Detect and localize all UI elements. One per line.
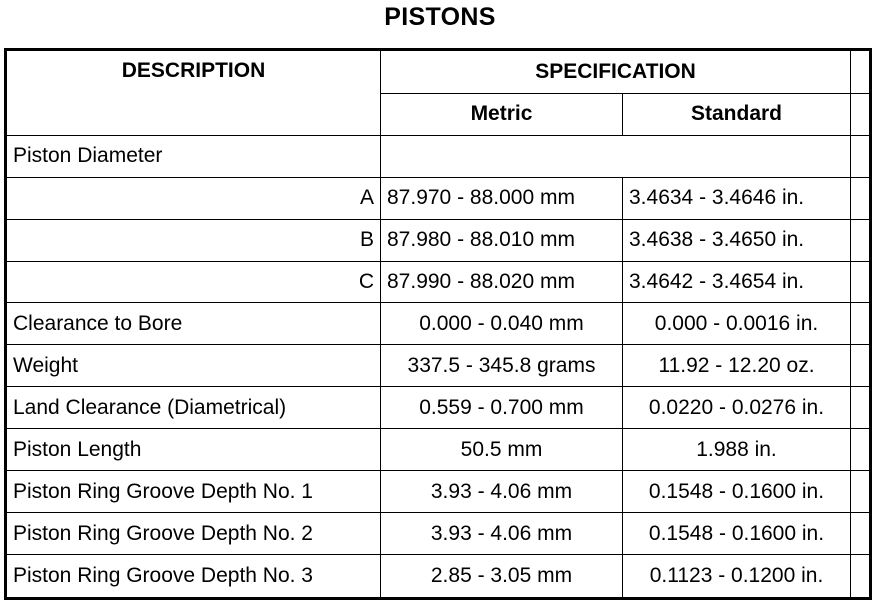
row-description: Piston Ring Groove Depth No. 2 — [6, 513, 381, 555]
row-description: C — [6, 261, 381, 303]
row-standard: 0.1548 - 0.1600 in. — [623, 471, 851, 513]
specification-header: SPECIFICATION — [381, 50, 851, 94]
row-metric: 87.980 - 88.010 mm — [381, 219, 623, 261]
table-row — [6, 219, 871, 261]
metric-header: Metric — [381, 93, 623, 135]
extra-column-cell — [851, 261, 871, 303]
row-description: Piston Ring Groove Depth No. 3 — [6, 555, 381, 599]
extra-column-cell — [851, 93, 871, 135]
table-row — [6, 387, 871, 429]
table-row — [6, 555, 871, 599]
row-description: Piston Diameter — [6, 135, 381, 177]
page-title: PISTONS — [384, 3, 496, 31]
table-row — [6, 513, 871, 555]
row-metric: 337.5 - 345.8 grams — [381, 345, 623, 387]
pistons-spec-table — [4, 48, 872, 600]
table-row — [6, 261, 871, 303]
row-standard: 1.988 in. — [623, 429, 851, 471]
extra-column-cell — [851, 387, 871, 429]
table-row — [6, 135, 871, 177]
row-description: Piston Ring Groove Depth No. 1 — [6, 471, 381, 513]
table-row — [6, 429, 871, 471]
row-description: Piston Length — [6, 429, 381, 471]
table-row — [6, 303, 871, 345]
row-standard: 3.4642 - 3.4654 in. — [623, 261, 851, 303]
row-metric: 2.85 - 3.05 mm — [381, 555, 623, 599]
extra-column-cell — [851, 177, 871, 219]
row-standard: 0.0220 - 0.0276 in. — [623, 387, 851, 429]
row-description: Land Clearance (Diametrical) — [6, 387, 381, 429]
standard-header: Standard — [623, 93, 851, 135]
extra-column-cell — [851, 429, 871, 471]
row-description: Weight — [6, 345, 381, 387]
extra-column-cell — [851, 555, 871, 599]
extra-column-cell — [851, 219, 871, 261]
extra-column-cell — [851, 471, 871, 513]
extra-column-cell — [851, 50, 871, 94]
row-metric: 0.000 - 0.040 mm — [381, 303, 623, 345]
row-metric: 87.990 - 88.020 mm — [381, 261, 623, 303]
row-metric: 3.93 - 4.06 mm — [381, 513, 623, 555]
row-standard: 0.1548 - 0.1600 in. — [623, 513, 851, 555]
row-description: Clearance to Bore — [6, 303, 381, 345]
header-row-1 — [6, 50, 871, 94]
row-standard: 11.92 - 12.20 oz. — [623, 345, 851, 387]
row-metric: 0.559 - 0.700 mm — [381, 387, 623, 429]
row-standard: 3.4638 - 3.4650 in. — [623, 219, 851, 261]
table-row — [6, 471, 871, 513]
description-header: DESCRIPTION — [6, 50, 381, 136]
row-description: A — [6, 177, 381, 219]
row-standard: 3.4634 - 3.4646 in. — [623, 177, 851, 219]
row-metric: 3.93 - 4.06 mm — [381, 471, 623, 513]
extra-column-cell — [851, 513, 871, 555]
extra-column-cell — [851, 303, 871, 345]
extra-column-cell — [851, 345, 871, 387]
row-description: B — [6, 219, 381, 261]
row-standard: 0.000 - 0.0016 in. — [623, 303, 851, 345]
table-row — [6, 345, 871, 387]
row-metric: 87.970 - 88.000 mm — [381, 177, 623, 219]
table-row — [6, 177, 871, 219]
row-metric: 50.5 mm — [381, 429, 623, 471]
extra-column-cell — [851, 135, 871, 177]
row-standard: 0.1123 - 0.1200 in. — [623, 555, 851, 599]
row-spec-empty — [381, 135, 851, 177]
